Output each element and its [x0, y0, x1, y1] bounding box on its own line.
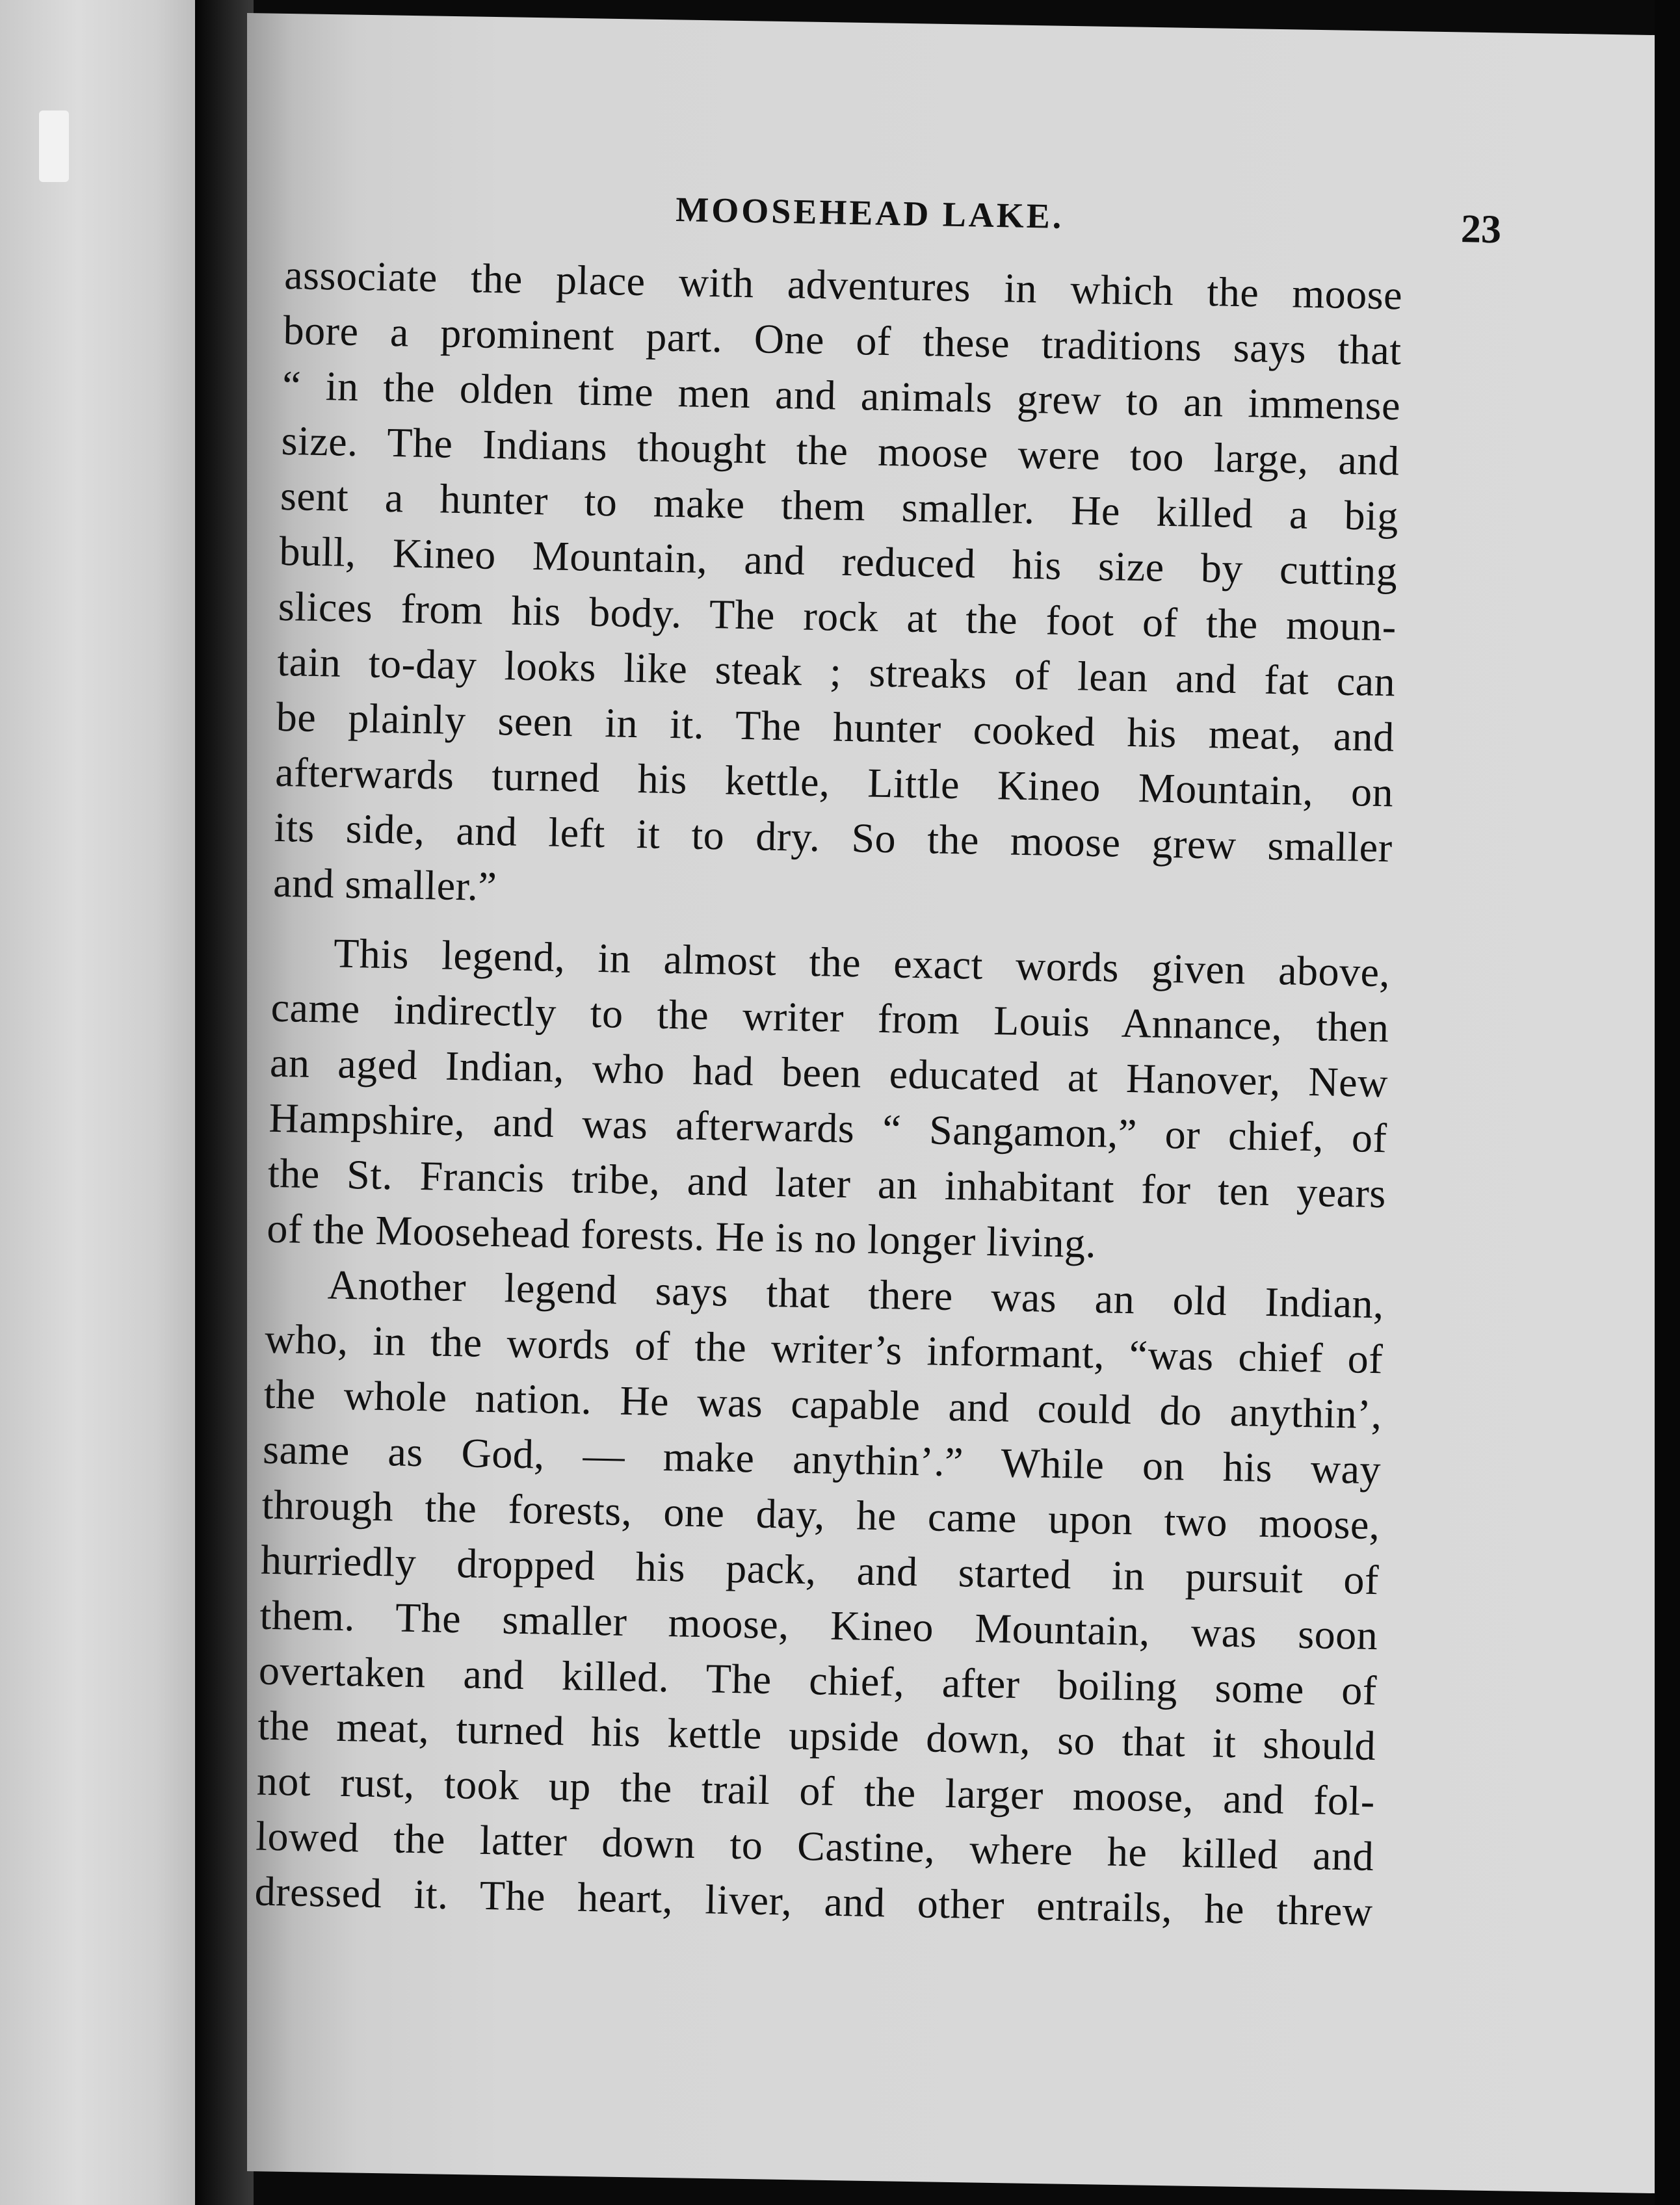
- running-head-title: MOOSEHEAD LAKE.: [675, 189, 1064, 236]
- text-line: came indirectly to the writer from Louis Annance, then: [270, 984, 1390, 1051]
- text-line: same as God, — make anythin’.” While on his way: [262, 1426, 1382, 1493]
- text-line: the whole nation. He was capable and could do anythin’,: [263, 1370, 1383, 1438]
- text-line: Hampshire, and was afterwards “ Sangamon,” or chief, of: [268, 1094, 1387, 1162]
- page-number: 23: [1460, 207, 1502, 252]
- paragraph-1: [272, 247, 1402, 930]
- text-line: through the forests, one day, he came upon two moose,: [261, 1481, 1381, 1548]
- page-tab-mark: [39, 111, 69, 182]
- text-line: size. The Indians thought the moose were too large, and: [281, 417, 1400, 484]
- text-line: sent a hunter to make them smaller. He killed a big: [280, 472, 1399, 540]
- text-line: associate the place with adventures in which the moose: [283, 251, 1403, 319]
- text-line: This legend, in almost the exact words given above,: [333, 930, 1391, 996]
- text-line: the St. Francis tribe, and later an inhabitant for ten years: [267, 1149, 1387, 1217]
- text-line: dressed it. The heart, liver, and other entrails, he threw: [254, 1868, 1374, 1935]
- text-line: slices from his body. The rock at the foot of the moun-: [278, 582, 1397, 650]
- text-line: lowed the latter down to Castine, where he killed and: [255, 1812, 1374, 1880]
- text-line: bull, Kineo Mountain, and reduced his size by cutting: [278, 527, 1398, 595]
- text-line: Another legend says that there was an old Indian,: [327, 1261, 1385, 1327]
- text-line: bore a prominent part. One of these traditions says that: [283, 306, 1402, 374]
- paragraph-3: [254, 1256, 1384, 1939]
- text-line: overtaken and killed. The chief, after boiling some of: [258, 1647, 1378, 1714]
- text-line: be plainly seen in it. The hunter cooked his meat, and: [276, 693, 1395, 761]
- text-line: of the Moosehead forests. He is no longer living.: [266, 1205, 1097, 1267]
- facing-page-edge: [0, 0, 195, 2205]
- text-line: them. The smaller moose, Kineo Mountain, was soon: [259, 1591, 1378, 1659]
- text-line: and smaller.”: [272, 859, 498, 910]
- text-line: the meat, turned his kettle upside down, so that it should: [257, 1702, 1376, 1769]
- text-line: not rust, took up the trail of the larger moose, and fol-: [256, 1757, 1376, 1825]
- text-line: tain to-day looks like steak ; streaks of lean and fat can: [276, 638, 1396, 705]
- paragraph-2: [267, 924, 1391, 1276]
- page-content: [254, 182, 1502, 1939]
- text-line: “ in the olden time men and animals grew to an immense: [282, 361, 1401, 429]
- text-line: afterwards turned his kettle, Little Kineo Mountain, on: [274, 748, 1394, 816]
- text-line: its side, and left it to dry. So the moose grew smaller: [274, 803, 1393, 871]
- text-line: who, in the words of the writer’s informant, “was chief of: [264, 1315, 1384, 1383]
- text-line: hurriedly dropped his pack, and started in pursuit of: [260, 1536, 1380, 1604]
- book-gutter: [195, 0, 254, 2205]
- scan-border: [1655, 0, 1680, 2205]
- text-line: an aged Indian, who had been educated at Hanover, New: [269, 1039, 1389, 1106]
